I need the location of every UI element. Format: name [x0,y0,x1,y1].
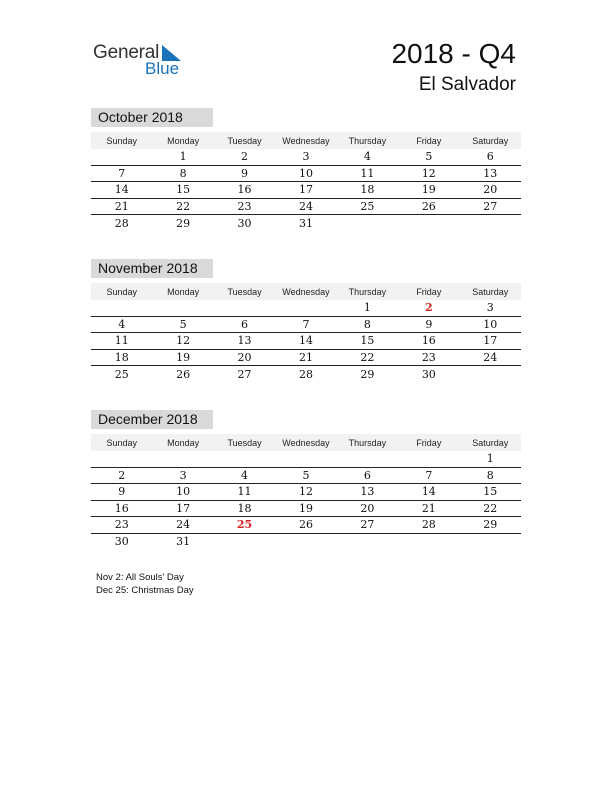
day-cell: 13 [483,166,498,180]
day-cell: 18 [360,183,375,197]
day-cell: 30 [237,216,252,230]
weekday-label: Tuesday [227,135,262,146]
holiday-note: Nov 2: All Souls’ Day [96,572,184,583]
day-cell: 21 [114,199,129,213]
country-name: El Salvador [418,74,516,95]
holiday-day-cell: 25 [236,518,253,532]
weekday-label: Tuesday [227,286,262,297]
day-cell: 19 [298,501,313,515]
day-cell: 24 [176,518,191,532]
month-title: October 2018 [91,108,213,127]
day-cell: 23 [421,350,436,364]
day-cell: 5 [179,317,187,331]
day-cell: 16 [237,183,252,197]
day-cell: 2 [241,150,249,164]
day-cell: 28 [114,216,129,230]
day-cell: 28 [421,518,436,532]
day-cell: 1 [363,301,371,315]
day-cell: 22 [360,350,375,364]
week-row [91,501,521,518]
day-cell: 3 [179,468,187,482]
day-cell: 20 [360,501,375,515]
day-cell: 31 [298,216,313,230]
day-cell: 30 [114,535,129,549]
week-row [91,366,521,383]
day-cell: 4 [118,317,126,331]
day-cell: 7 [425,468,433,482]
day-cell: 15 [360,334,375,348]
week-row [91,182,521,199]
day-cell: 14 [298,334,313,348]
day-cell: 29 [483,518,498,532]
day-cell: 8 [363,317,371,331]
day-cell: 12 [298,485,313,499]
weekday-label: Friday [416,286,442,297]
day-cell: 12 [176,334,191,348]
week-row [91,517,521,534]
day-cell: 5 [302,468,310,482]
weekday-label: Sunday [106,135,137,146]
day-cell: 8 [486,468,494,482]
weekday-label: Thursday [348,135,387,146]
day-cell: 26 [298,518,313,532]
week-row [91,215,521,232]
day-cell: 17 [176,501,191,515]
day-cell: 19 [421,183,436,197]
day-cell: 27 [360,518,375,532]
weekday-label: Monday [167,437,200,448]
day-cell: 19 [176,350,191,364]
logo [93,42,193,82]
day-cell: 17 [298,183,313,197]
day-cell: 20 [483,183,498,197]
day-cell: 13 [237,334,252,348]
month-title: December 2018 [91,410,213,429]
day-cell: 1 [179,150,187,164]
day-cell: 3 [302,150,310,164]
day-cell: 15 [176,183,191,197]
weekday-label: Saturday [472,135,509,146]
day-cell: 22 [483,501,498,515]
day-cell: 8 [179,166,187,180]
week-row [91,166,521,183]
logo-text-blue: Blue [145,59,180,78]
day-cell: 16 [114,501,129,515]
weekday-label: Friday [416,437,442,448]
day-cell: 24 [483,350,498,364]
day-cell: 9 [241,166,249,180]
day-cell: 31 [176,535,191,549]
day-cell: 26 [421,199,436,213]
day-cell: 17 [483,334,498,348]
week-row [91,468,521,485]
day-cell: 1 [486,452,494,466]
day-cell: 16 [421,334,436,348]
week-row [91,484,521,501]
page-title: 2018 - Q4 [391,38,516,69]
weekday-label: Tuesday [227,437,262,448]
weekday-header-row [91,132,521,149]
day-cell: 26 [176,367,191,381]
month-title: November 2018 [91,259,213,278]
week-row [91,317,521,334]
day-cell: 18 [237,501,252,515]
day-cell: 21 [298,350,313,364]
day-cell: 6 [486,150,494,164]
weekday-label: Friday [416,135,442,146]
holiday-day-cell: 2 [424,301,433,315]
day-cell: 27 [237,367,252,381]
day-cell: 7 [302,317,310,331]
weekday-header-row [91,283,521,300]
day-cell: 20 [237,350,252,364]
day-cell: 10 [483,317,498,331]
day-cell: 4 [241,468,249,482]
day-cell: 29 [176,216,191,230]
day-cell: 3 [486,301,494,315]
day-cell: 25 [114,367,129,381]
month-december [91,410,521,550]
month-november [91,259,521,383]
day-cell: 24 [298,199,313,213]
week-row [91,534,521,551]
day-cell: 6 [241,317,249,331]
day-cell: 18 [114,350,129,364]
weekday-label: Wednesday [282,135,330,146]
weekday-label: Wednesday [282,437,330,448]
weekday-label: Sunday [106,286,137,297]
weekday-label: Monday [167,135,200,146]
day-cell: 23 [114,518,129,532]
weekday-label: Saturday [472,286,509,297]
day-cell: 2 [118,468,126,482]
day-cell: 7 [118,166,126,180]
day-cell: 4 [363,150,371,164]
day-cell: 5 [425,150,433,164]
day-cell: 10 [176,485,191,499]
day-cell: 14 [421,485,436,499]
week-row [91,333,521,350]
weekday-label: Thursday [348,437,387,448]
day-cell: 10 [298,166,313,180]
day-cell: 25 [360,199,375,213]
day-cell: 11 [237,485,252,499]
weekday-label: Saturday [472,437,509,448]
day-cell: 13 [360,485,375,499]
week-row [91,149,521,166]
day-cell: 29 [360,367,375,381]
weekday-label: Monday [167,286,200,297]
week-row [91,199,521,216]
day-cell: 14 [114,183,129,197]
day-cell: 28 [298,367,313,381]
day-cell: 15 [483,485,498,499]
day-cell: 6 [363,468,371,482]
day-cell: 11 [360,166,375,180]
weekday-label: Thursday [348,286,387,297]
day-cell: 30 [421,367,436,381]
day-cell: 9 [118,485,126,499]
month-october [91,108,521,232]
day-cell: 22 [176,199,191,213]
weekday-label: Wednesday [282,286,330,297]
week-row [91,350,521,367]
day-cell: 23 [237,199,252,213]
weekday-label: Sunday [106,437,137,448]
day-cell: 11 [114,334,129,348]
weekday-header-row [91,434,521,451]
day-cell: 21 [421,501,436,515]
day-cell: 9 [425,317,433,331]
logo-text-general: General [93,42,160,63]
holiday-notes [96,571,194,597]
day-cell: 12 [421,166,436,180]
week-row [91,451,521,468]
holiday-note: Dec 25: Christmas Day [96,585,194,596]
day-cell: 27 [483,199,498,213]
week-row [91,300,521,317]
